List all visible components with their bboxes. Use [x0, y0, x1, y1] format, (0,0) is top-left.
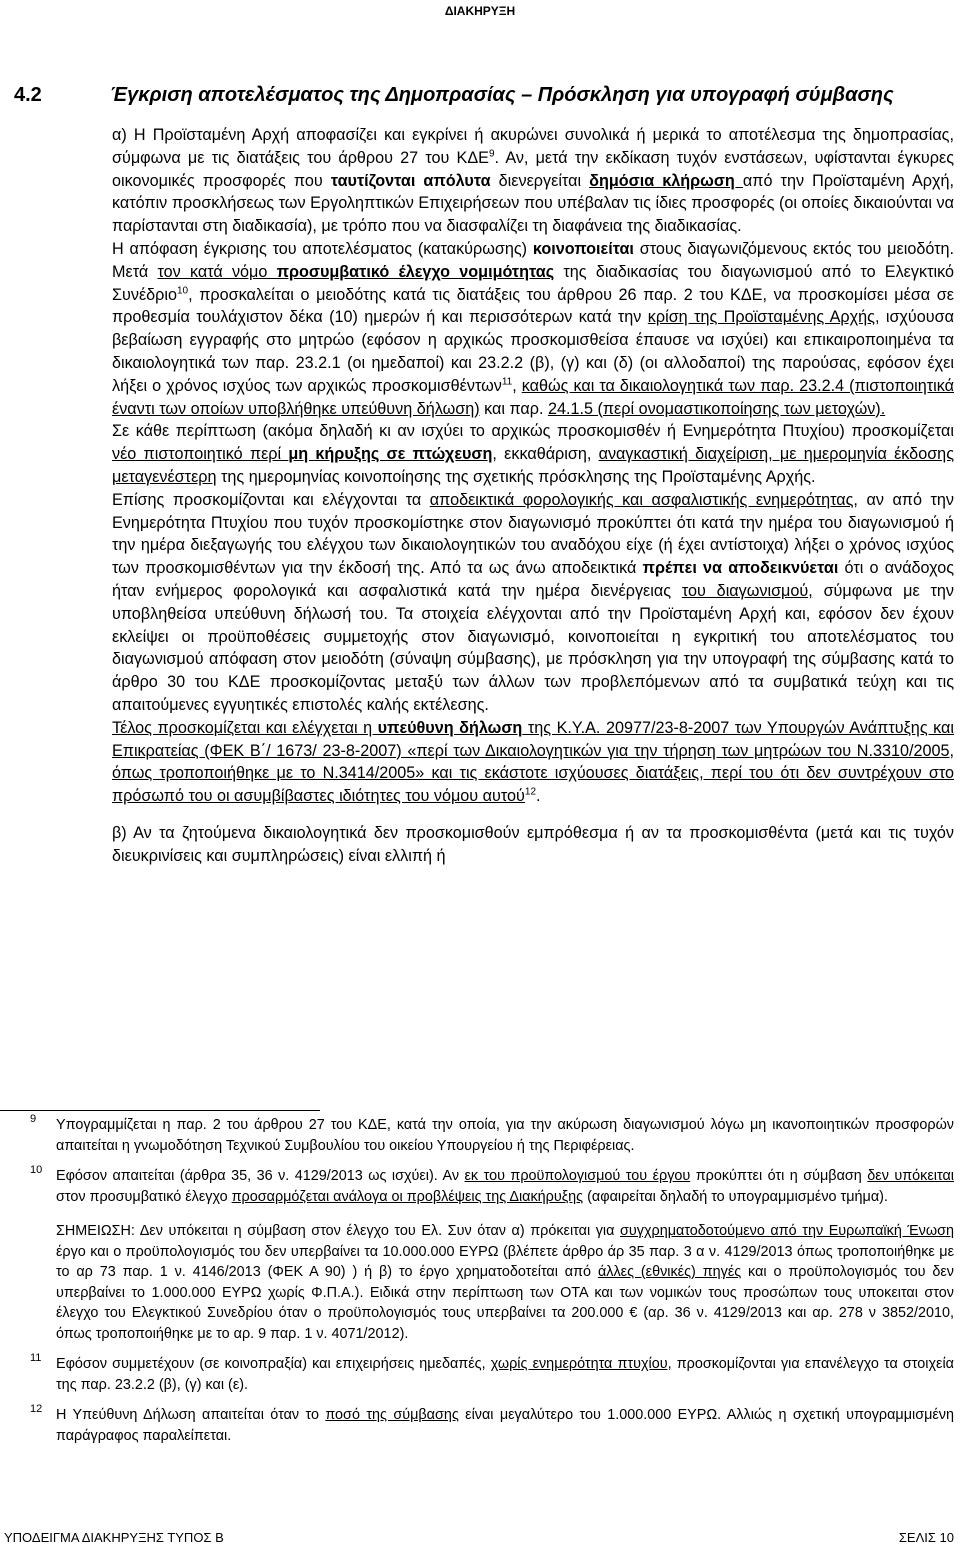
section-heading — [14, 84, 954, 107]
paragraph-approval: Η απόφαση έγκρισης του αποτελέσματος (κατακύρωσης) κοινοποιείται στους διαγωνιζόμενους εκτός του μειοδότη. Μετά τον κατά νόμο προσυμβατικό έλεγχο νομιμότητας της διαδικασίας του διαγωνισμού από το Ελεγκτικό Συνέδριο$^{10}$, προσκαλείται ο μειοδότης κατά τις διατάξεις του άρθρου 26 παρ. 2 του ΚΔΕ, να προσκομίσει μέσα σε προθεσμία τουλάχιστον δέκα (10) ημερών ή και περισσότερων κατά την κρίση της Προϊσταμένης Αρχής, ισχύουσα βεβαίωση εγγραφής στο μητρώο (εφόσον η αρχικώς προσκομισθείσα έπαυσε να ισχύει) και επικαιροποιημένα τα δικαιολογητικά των παρ. 23.2.1 (οι ημεδαποί) και 23.2.2 (β), (γ) και (δ) (οι αλλοδαποί) της παρούσας, εφόσον έχει λήξει ο χρόνος ισχύος των αρχικώς προσκομισθέντων$^{11}$, καθώς και τα δικαιολογητικά των παρ. 23.2.4 (πιστοποιητικά έναντι των οποίων υποβλήθηκε υπεύθυνη δήλωση) και παρ. 24.1.5 (περί ονομαστικοποίησης των μετοχών). — [112, 239, 955, 418]
footnote-11: 11 Εφόσον συμμετέχουν (σε κοινοπραξία) και επιχειρήσεις ημεδαπές, χωρίς ενημερότητα πτυχίου, προσκομίζονται για επανέλεγχο τα στοιχεία της παρ. 23.2.2 (β), (γ) και (ε). — [0, 1354, 954, 1395]
footnote-ref-9: 9 — [488, 148, 495, 160]
paragraph-tax-insurance: Επίσης προσκομίζονται και ελέγχονται τα αποδεικτικά φορολογικής και ασφαλιστικής ενημερότητας, αν από την Ενημερότητα Πτυχίου που τυχόν προσκομίστηκε στον διαγωνισμό προκύπτει ότι κατά την ημέρα του διαγωνισμού ή την ημέρα διεξαγωγής του ελέγχου των δικαιολογητικών του αναδόχου είχε (ή έχει αντίστοιχα) λήξει ο χρόνος ισχύος των προσκομισθέντων για την έκδοσή της. Από τα ως άνω αποδεικτικά πρέπει να αποδεικνύεται ότι ο ανάδοχος ήταν ενήμερος φορολογικά και ασφαλιστικά κατά την ημέρα διενέργειας του διαγωνισμού, σύμφωνα με την υποβληθείσα υπεύθυνη δήλωσή του. Τα στοιχεία ελέγχονται από την Προϊσταμένη Αρχή και, εφόσον δεν έχουν εκλείψει οι προϋποθέσεις συμμετοχής στον διαγωνισμό, κοινοποιείται η εγκριτική του αποτελέσματος του διαγωνισμού απόφαση στον μειοδότη (σύναψη σύμβασης), με πρόσκληση για την υπογραφή της σύμβασης κατά το άρθρο 30 του ΚΔΕ προσκομίζοντας μεταξύ των άλλων των προβλεπόμενων από τα συμβατικά τεύχη και τις απαιτούμενες εγγυητικές επιστολές καλής εκτέλεσης. — [112, 490, 955, 714]
footnote-marker: 10 — [30, 1164, 43, 1176]
page-header: ΔΙΑΚΗΡΥΞΗ — [444, 4, 516, 18]
section-title: Έγκριση αποτελέσματος της Δημοπρασίας – Πρόσκληση για υπογραφή σύμβασης — [110, 84, 894, 106]
footnote-marker: 11 — [30, 1352, 42, 1364]
main-body — [112, 124, 954, 868]
section-number: 4.2 — [14, 84, 42, 106]
paragraph-declaration: Τέλος προσκομίζεται και ελέγχεται η υπεύθυνη δήλωση της Κ.Υ.Α. 20977/23-8-2007 των Υπουργών Ανάπτυξης και Επικρατείας (ΦΕΚ Β΄/ 1673/ 23-8-2007) «περί των Δικαιολογητικών για την τήρηση των μητρώων του Ν.3310/2005, όπως τροποποιήθηκε με το Ν.3414/2005» και τις εκάστοτε ισχύουσες διατάξεις, περί του ότι δεν συντρέχουν στο πρόσωπό του οι ασυμβίβαστες ιδιότητες του νόμου αυτού$^{12}$. — [112, 718, 955, 806]
footnote-10: 10 Εφόσον απαιτείται (άρθρα 35, 36 ν. 4129/2013 ως ισχύει). Αν εκ του προϋπολογισμού του έργου προκύπτει ότι η σύμβαση δεν υπόκειται στον προσυμβατικό έλεγχο προσαρμόζεται ανάλογα οι προβλέψεις της Διακήρυξης (αφαιρείται δηλαδή το υπογραμμισμένο τμήμα). — [0, 1166, 954, 1207]
footer-page-number: ΣΕΛΙΣ 10 — [898, 1530, 954, 1545]
footnote-9: 9 Υπογραμμίζεται η παρ. 2 του άρθρου 27 του ΚΔΕ, κατά την οποία, για την ακύρωση διαγωνισμού λόγω μη ικανοποιητικών προσφορών απαιτείται η γνωμοδότηση Τεχνικού Συμβουλίου του οικείου Υπουργείου ή της Περιφέρειας. — [0, 1115, 954, 1156]
footnote-12: 12 Η Υπεύθυνη Δήλωση απαιτείται όταν το ποσό της σύμβασης είναι μεγαλύτερο του 1.000.000 ΕΥΡΩ. Αλλιώς η σχετική υπογραμμισμένη παράγραφος παραλείπεται. — [0, 1405, 954, 1446]
footnote-ref-10: 10 — [177, 285, 189, 297]
footnote-marker: 12 — [30, 1403, 43, 1415]
footnote-divider — [0, 1110, 320, 1111]
footnote-marker: 9 — [30, 1113, 37, 1125]
paragraph-b: β) Αν τα ζητούμενα δικαιολογητικά δεν προσκομισθούν εμπρόθεσμα ή αν τα προσκομισθέντα (μετά και τις τυχόν διευκρινίσεις και συμπληρώσεις) είναι ελλιπή ή — [112, 823, 954, 865]
paragraph-bankruptcy: Σε κάθε περίπτωση (ακόμα δηλαδή κι αν ισχύει το αρχικώς προσκομισθέν ή Ενημερότητα Πτυχίου) προσκομίζεται νέο πιστοποιητικό περί μη κήρυξης σε πτώχευση, εκκαθάριση, αναγκαστική διαχείριση, με ημερομηνία έκδοσης μεταγενέστερη της ημερομηνίας κοινοποίησης της σχετικής πρόσκλησης της Προϊσταμένης Αρχής. — [112, 422, 954, 486]
footnote-note: ΣΗΜΕΙΩΣΗ: Δεν υπόκειται η σύμβαση στον έλεγχο του Ελ. Συν όταν α) πρόκειται για συγχρηματοδοτούμενο από την Ευρωπαϊκή Ένωση έργο και ο προϋπολογισμός του δεν υπερβαίνει τα 10.000.000 ΕΥΡΩ (βλέπετε άρθρο άρ 35 παρ. 3 α ν. 4129/2013 όπως τροποποιήθηκε με το αρ 73 παρ. 1 ν. 4146/2013 (ΦΕΚ Α 90) ) ή β) το έργο χρηματοδοτείται από άλλες (εθνικές) πηγές και ο προϋπολογισμός του δεν υπερβαίνει το 1.000.000 ΕΥΡΩ χωρίς Φ.Π.Α.). Ειδικά στην περίπτωση των ΟΤΑ και των νομικών τους προσώπων τους υποκειται στον έλεγχο του Ελεγκτικού Συνεδρίου όταν ο προϋπολογισμός τους υπερβαίνει τα 200.000 € (αρ. 36 ν. 4129/2013 και αρ. 278 ν 3852/2010, όπως τροποποιήθηκε με το αρ. 9 παρ. 1 ν. 4071/2012). — [56, 1223, 954, 1342]
footnotes — [0, 1115, 954, 1456]
footer-document-type: ΥΠΟΔΕΙΓΜΑ ΔΙΑΚΗΡΥΞΗΣ ΤΥΠΟΣ Β — [4, 1530, 224, 1545]
paragraph-a: α) Η Προϊσταμένη Αρχή αποφασίζει και εγκρίνει ή ακυρώνει συνολικά ή μερικά το αποτέλεσμα της δημοπρασίας, σύμφωνα με τις διατάξεις του άρθρου 27 του ΚΔΕ$^9$. Αν, μετά την εκδίκαση τυχόν ενστάσεων, υφίστανται έγκυρες οικονομικές προσφορές που ταυτίζονται απόλυτα διενεργείται δημόσια κλήρωση από την Προϊσταμένη Αρχή, κατόπιν προσκλήσεως των Εργοληπτικών Επιχειρήσεων που υπέβαλαν τις ίδιες προσφορές (οι οποίες δικαιούνται να παρίστανται στη διαδικασία), με τρόπο που να διασφαλίζει τη διαφάνεια της διαδικασίας. — [112, 126, 955, 236]
footnote-ref-11: 11 — [501, 376, 513, 388]
footnote-ref-12: 12 — [524, 786, 537, 798]
